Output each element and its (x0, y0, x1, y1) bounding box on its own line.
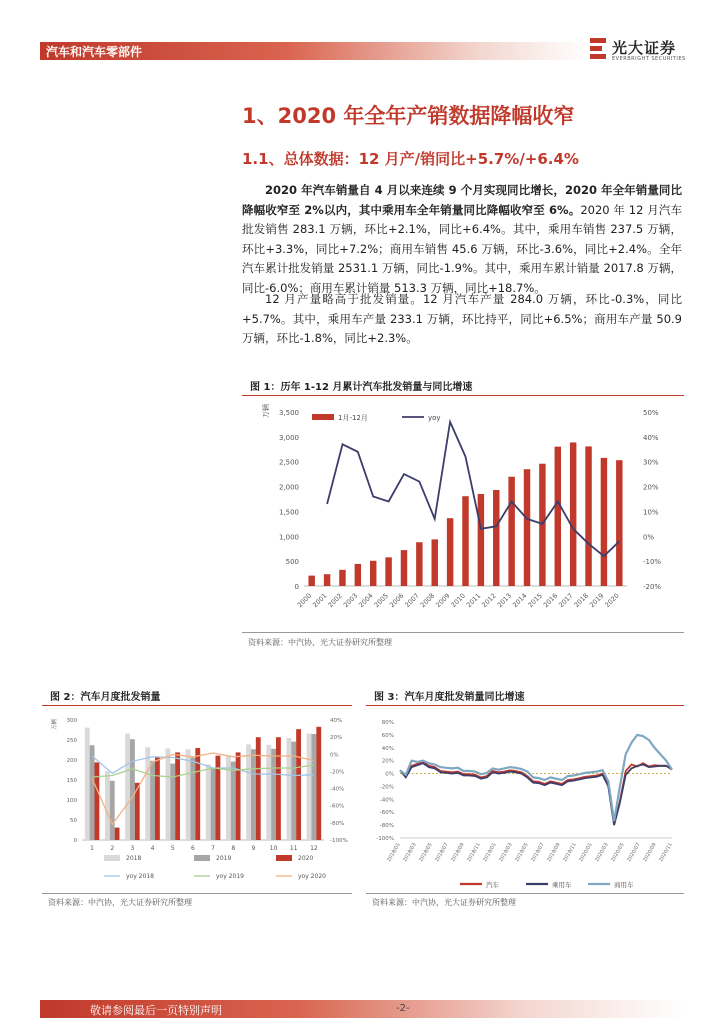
fig1-legend-yoy: yoy (428, 414, 441, 422)
fig2-y2-tick: -20% (330, 769, 345, 776)
fig2-bar-2019 (251, 749, 256, 840)
fig2-bar-2018 (307, 734, 312, 840)
fig2-chart (42, 708, 352, 893)
fig3-y-tick: -20% (379, 784, 394, 791)
fig3-x-tick: 2018/01 (386, 842, 402, 863)
fig2-bar-2019 (271, 749, 276, 840)
fig1-bar (385, 557, 391, 586)
fig2-legend-label: yoy 2018 (126, 873, 154, 880)
fig2-y2-tick: 40% (330, 718, 343, 724)
fig2-y2-tick: 20% (330, 735, 343, 742)
fig2-bar-2019 (130, 739, 135, 840)
fig1-y2-tick: -10% (643, 558, 662, 567)
fig2-legend-swatch (194, 855, 210, 861)
fig2-x-tick: 6 (191, 845, 195, 852)
fig2-bar-2019 (170, 764, 175, 840)
fig1-bar (324, 574, 330, 586)
fig3-x-tick: 2019/03 (498, 842, 514, 863)
fig3-y-tick: -60% (379, 810, 394, 817)
fig2-bar-2020 (155, 757, 160, 840)
fig2-x-tick: 8 (231, 845, 236, 852)
fig1-bar (432, 539, 438, 586)
fig1-y2-tick: 10% (643, 508, 659, 517)
fig1-title: 图 1：历年 1-12 月累计汽车批发销量与同比增速 (250, 382, 473, 393)
fig1-y2-tick: 50% (643, 409, 659, 417)
fig1-y-tick: 1,000 (278, 533, 299, 542)
fig3-y-tick: 60% (381, 732, 394, 739)
fig2-bar-2018 (186, 749, 191, 840)
fig1-legend-swatch-bars (312, 414, 334, 420)
fig2-y-tick: 50 (70, 818, 77, 824)
fig1-x-tick: 2008 (418, 591, 437, 610)
fig3-x-tick: 2020/07 (626, 842, 642, 863)
paragraph-1-body: 2020 年 12 月汽车批发销售 283.1 万辆，环比+2.1%，同比+6.4%。其中，乘用车销售 237.5 万辆，环比+3.3%，同比+7.2%；商用车销售 45.6 万辆，环比-3.6%，同比+2.4%。全年汽车累计批发销量 2531.1 万辆，同比-1.9%。其中，乘用车累计销量 2017.8 万辆，同比-6.0%；商用车累计销量 513.3 万辆，同比+18.7%。 (242, 202, 682, 295)
fig1-y-tick: 500 (285, 558, 299, 567)
fig2-bar-2019 (231, 762, 236, 840)
fig1-x-tick: 2018 (572, 591, 590, 610)
fig3-x-tick: 2019/11 (562, 842, 578, 863)
fig1-ylabel: 万辆 (262, 404, 270, 418)
fig2-legend-swatch (276, 855, 292, 861)
fig2-bar-2020 (175, 752, 180, 840)
fig1-x-tick: 2006 (388, 591, 406, 610)
fig1-bar (508, 477, 514, 586)
fig1-bar (539, 464, 545, 586)
fig2-y-tick: 300 (66, 718, 77, 724)
fig1-bar (355, 564, 361, 586)
fig1-x-tick: 2019 (587, 591, 606, 610)
subsection-heading: 1.1、总体数据：12 月产/销同比+5.7%/+6.4% (242, 150, 579, 168)
fig3-source: 资料来源：中汽协，光大证券研究所整理 (372, 898, 516, 907)
fig1-legend-bars: 1月-12月 (338, 414, 368, 422)
fig2-bar-2019 (150, 761, 155, 840)
fig3-x-tick: 2019/05 (514, 842, 530, 863)
page-number: -2- (396, 1003, 410, 1014)
fig2-bar-2019 (211, 768, 216, 840)
fig2-x-tick: 3 (130, 845, 135, 852)
fig1-bar (601, 458, 607, 586)
fig3-x-tick: 2018/03 (402, 842, 418, 863)
fig3-x-tick: 2020/01 (578, 842, 594, 863)
fig1-x-tick: 2000 (295, 591, 314, 610)
fig1-y2-tick: 20% (643, 483, 659, 492)
paragraph-2-body: 12 月产量略高于批发销量。12 月汽车产量 284.0 万辆，环比-0.3%，同比+5.7%。其中，乘用车产量 233.1 万辆，环比持平，同比+6.5%；商用车产量 50.9 万辆，环比-1.8%，同比+2.3%。 (242, 292, 682, 345)
fig1-bar (555, 447, 561, 586)
fig1-x-tick: 2012 (480, 591, 498, 610)
fig3-y-tick: -100% (376, 836, 394, 842)
fig1-x-tick: 2002 (326, 591, 344, 610)
fig1-bar (462, 496, 468, 586)
fig2-bar-2020 (95, 762, 100, 840)
fig2-y2-tick: -100% (330, 838, 348, 844)
fig3-x-tick: 2020/03 (594, 842, 610, 863)
fig3-bottom-rule (366, 893, 684, 894)
fig2-bar-2018 (206, 764, 211, 840)
fig1-x-tick: 2003 (341, 591, 360, 610)
fig3-title: 图 3：汽车月度批发销量同比增速 (374, 692, 525, 703)
fig2-legend-label: 2020 (298, 855, 314, 862)
fig1-bar (493, 490, 499, 586)
fig1-x-tick: 2016 (541, 591, 560, 610)
fig3-x-tick: 2020/11 (658, 842, 674, 863)
fig1-x-tick: 2007 (403, 591, 421, 610)
fig1-bar (401, 550, 407, 586)
fig3-x-tick: 2020/05 (610, 842, 626, 863)
fig2-bar-2018 (85, 728, 90, 840)
fig2-x-tick: 5 (170, 845, 175, 852)
fig3-x-tick: 2020/09 (642, 842, 658, 863)
fig2-legend-label: yoy 2019 (216, 873, 244, 880)
fig1-x-tick: 2004 (357, 591, 375, 610)
fig1-bar (339, 570, 345, 586)
fig3-x-tick: 2018/09 (450, 842, 466, 863)
fig1-x-tick: 2005 (372, 591, 391, 610)
fig1-bar (524, 469, 530, 586)
fig2-x-tick: 4 (150, 845, 155, 852)
fig2-x-tick: 2 (110, 845, 115, 852)
fig1-x-tick: 2010 (449, 591, 467, 610)
fig1-y-tick: 3,500 (278, 409, 299, 417)
fig1-y2-tick: 40% (643, 433, 659, 442)
fig2-y2-tick: -40% (330, 786, 345, 793)
fig2-bar-2018 (145, 747, 150, 840)
fig2-bar-2020 (236, 752, 241, 840)
fig2-bar-2020 (256, 737, 261, 840)
fig1-y2-tick: 30% (643, 458, 659, 467)
fig3-y-tick: 80% (381, 720, 394, 726)
fig2-bar-2019 (311, 734, 316, 840)
fig1-x-tick: 2011 (464, 591, 483, 610)
fig2-y2-tick: 0% (330, 752, 339, 759)
fig3-y-tick: -80% (379, 823, 394, 830)
logo (590, 36, 690, 66)
fig1-bar (447, 518, 453, 586)
header-title: 汽车和汽车零部件 (46, 45, 143, 59)
fig1-x-tick: 2020 (603, 591, 621, 610)
fig2-y-tick: 150 (66, 778, 77, 784)
fig2-bar-2018 (125, 734, 130, 840)
fig3-x-tick: 2019/07 (530, 842, 546, 863)
fig1-chart (242, 398, 684, 632)
fig2-y2-tick: -80% (330, 820, 345, 827)
fig2-y-tick: 200 (66, 758, 77, 764)
fig3-legend-label: 汽车 (486, 881, 499, 889)
fig1-bar (416, 542, 422, 586)
fig1-bar (585, 446, 591, 586)
fig2-x-tick: 12 (310, 845, 318, 852)
fig2-x-tick: 10 (269, 845, 278, 852)
fig1-bar (308, 576, 314, 586)
fig1-x-tick: 2017 (557, 591, 575, 610)
paragraph-1-lead: 2020 年汽车销量自 4 月以来连续 9 个月实现同比增长，2020 年全年销量同比降幅收窄至 2%以内，其中乘用车全年销量同比降幅收窄至 6%。 (242, 183, 682, 217)
fig3-rule (366, 705, 684, 706)
fig2-bar-2019 (110, 781, 115, 840)
fig3-line-1 (400, 763, 672, 825)
fig2-source: 资料来源：中汽协，光大证券研究所整理 (48, 898, 192, 907)
paragraph-1 (242, 181, 682, 298)
fig2-legend-label: 2018 (126, 855, 142, 862)
fig2-bar-2019 (90, 745, 95, 840)
fig2-x-tick: 7 (211, 845, 215, 852)
section-heading: 1、2020 年全年产销数据降幅收窄 (242, 104, 575, 128)
fig3-y-tick: 0% (385, 771, 394, 778)
fig1-source: 资料来源：中汽协，光大证券研究所整理 (248, 638, 392, 647)
fig2-ylabel: 万辆 (52, 718, 58, 730)
fig2-y-tick: 100 (66, 798, 77, 804)
fig2-bar-2018 (246, 744, 251, 840)
fig1-y-tick: 1,500 (278, 508, 299, 517)
fig2-rule (42, 705, 352, 706)
fig1-x-tick: 2009 (434, 591, 452, 610)
fig1-bar (570, 442, 576, 586)
fig2-bottom-rule (42, 893, 352, 894)
fig3-x-tick: 2018/11 (466, 842, 482, 863)
fig2-bar-2018 (105, 771, 110, 840)
fig1-y2-tick: 0% (643, 533, 655, 542)
fig2-y-tick: 250 (66, 738, 77, 744)
fig1-x-tick: 2014 (511, 591, 529, 610)
fig3-x-tick: 2019/09 (546, 842, 562, 863)
fig2-bar-2018 (266, 745, 271, 840)
fig1-bar (616, 460, 622, 586)
logo-mark-icon (590, 38, 606, 60)
fig1-y-tick: 2,500 (278, 458, 299, 467)
fig3-y-tick: 20% (381, 758, 394, 765)
fig1-bar (370, 561, 376, 586)
fig3-line-0 (400, 762, 672, 825)
fig2-title: 图 2：汽车月度批发销量 (50, 692, 161, 703)
fig1-bar (478, 494, 484, 586)
fig2-y-tick: 0 (73, 838, 77, 844)
fig1-x-tick: 2013 (495, 591, 514, 610)
fig2-bar-2020 (115, 828, 120, 840)
fig1-y-tick: 3,000 (278, 433, 299, 442)
fig3-y-tick: -40% (379, 797, 394, 804)
logo-en: EVERBRIGHT SECURITIES (612, 56, 686, 62)
fig2-x-tick: 1 (90, 845, 94, 852)
fig3-y-tick: 40% (381, 745, 394, 752)
fig1-x-tick: 2015 (526, 591, 544, 610)
fig2-legend-label: yoy 2020 (298, 873, 326, 880)
footer-disclaimer: 敬请参阅最后一页特别声明 (90, 1004, 222, 1017)
fig3-legend-label: 商用车 (614, 881, 634, 889)
fig2-bar-2020 (276, 737, 281, 840)
fig3-line-2 (400, 735, 672, 821)
fig2-bar-2019 (190, 758, 195, 840)
fig2-legend-label: 2019 (216, 855, 232, 862)
fig3-x-tick: 2019/01 (482, 842, 498, 863)
fig2-bar-2018 (286, 738, 291, 840)
fig1-y2-tick: -20% (643, 583, 662, 591)
fig1-bottom-rule (242, 632, 684, 633)
fig2-bar-2018 (165, 748, 170, 840)
paragraph-2 (242, 290, 682, 349)
fig3-x-tick: 2018/05 (418, 842, 434, 863)
fig1-y-tick: 2,000 (278, 483, 299, 492)
fig2-legend-swatch (104, 855, 120, 861)
fig3-x-tick: 2018/07 (434, 842, 450, 863)
fig2-x-tick: 11 (289, 845, 298, 852)
fig2-bar-2020 (296, 729, 301, 840)
fig1-y-tick: 0 (294, 583, 299, 591)
fig1-x-tick: 2001 (311, 591, 329, 610)
fig3-legend-label: 乘用车 (552, 881, 572, 889)
logo-name: 光大证券 (612, 39, 677, 57)
fig2-x-tick: 9 (251, 845, 256, 852)
fig1-rule (242, 395, 684, 396)
fig2-bar-2020 (316, 727, 321, 840)
fig2-y2-tick: -60% (330, 803, 345, 810)
fig3-chart (366, 708, 684, 893)
